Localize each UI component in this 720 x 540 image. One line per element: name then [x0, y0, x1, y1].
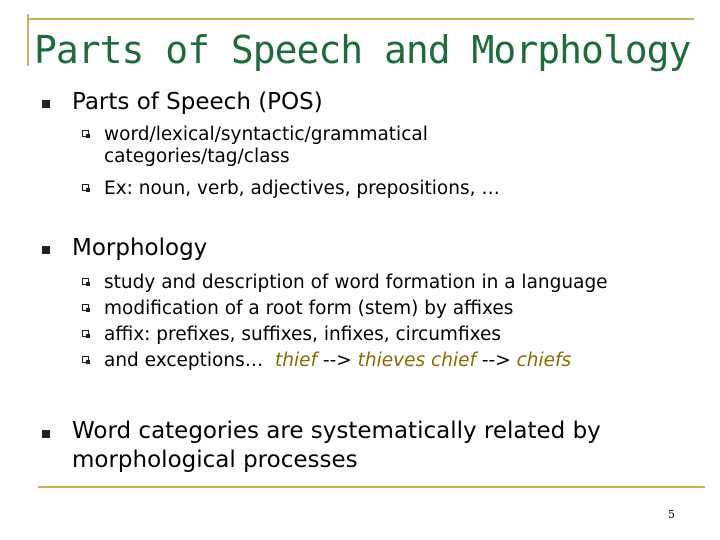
example-word-chief: chief [431, 350, 476, 371]
sub-bullet-icon [82, 356, 89, 363]
section-heading-morphology: Morphology [72, 235, 208, 261]
list-item-pos-examples: Ex: noun, verb, adjectives, prepositions, … [104, 178, 500, 199]
section-heading-pos: Parts of Speech (POS) [72, 89, 323, 115]
section-heading-word-categories: Word categories are systematically related by morphological processes [72, 418, 601, 473]
list-item-morph-3: affix: prefixes, suffixes, infixes, circumfixes [104, 324, 501, 345]
example-word-chiefs: chiefs [516, 350, 572, 371]
sub-bullet-icon [82, 130, 89, 137]
list-item-morph-2: modification of a root form (stem) by affixes [104, 298, 514, 319]
slide-title: Parts of Speech and Morphology [34, 28, 691, 72]
list-item-morph-1: study and description of word formation in a language [104, 272, 608, 293]
frame-vertical-line [27, 14, 29, 66]
bullet-square-icon [42, 246, 50, 254]
arrow-text: --> [322, 350, 352, 371]
bullet-square-icon [42, 430, 50, 438]
arrow-text: --> [481, 350, 511, 371]
sub-bullet-icon [82, 330, 89, 337]
sub-bullet-icon [82, 184, 89, 191]
list-item-pos-definition: word/lexical/syntactic/grammatical categories/tag/class [104, 124, 428, 167]
sub-bullet-icon [82, 304, 89, 311]
frame-top-line [27, 18, 694, 20]
example-word-thief: thief [275, 350, 318, 371]
page-number: 5 [668, 508, 675, 521]
exceptions-prefix: and exceptions… [104, 350, 264, 371]
frame-bottom-line [38, 486, 705, 488]
bullet-square-icon [42, 100, 50, 108]
list-item-morph-exceptions [104, 350, 571, 372]
sub-bullet-icon [82, 278, 89, 285]
example-word-thieves: thieves [357, 350, 426, 371]
